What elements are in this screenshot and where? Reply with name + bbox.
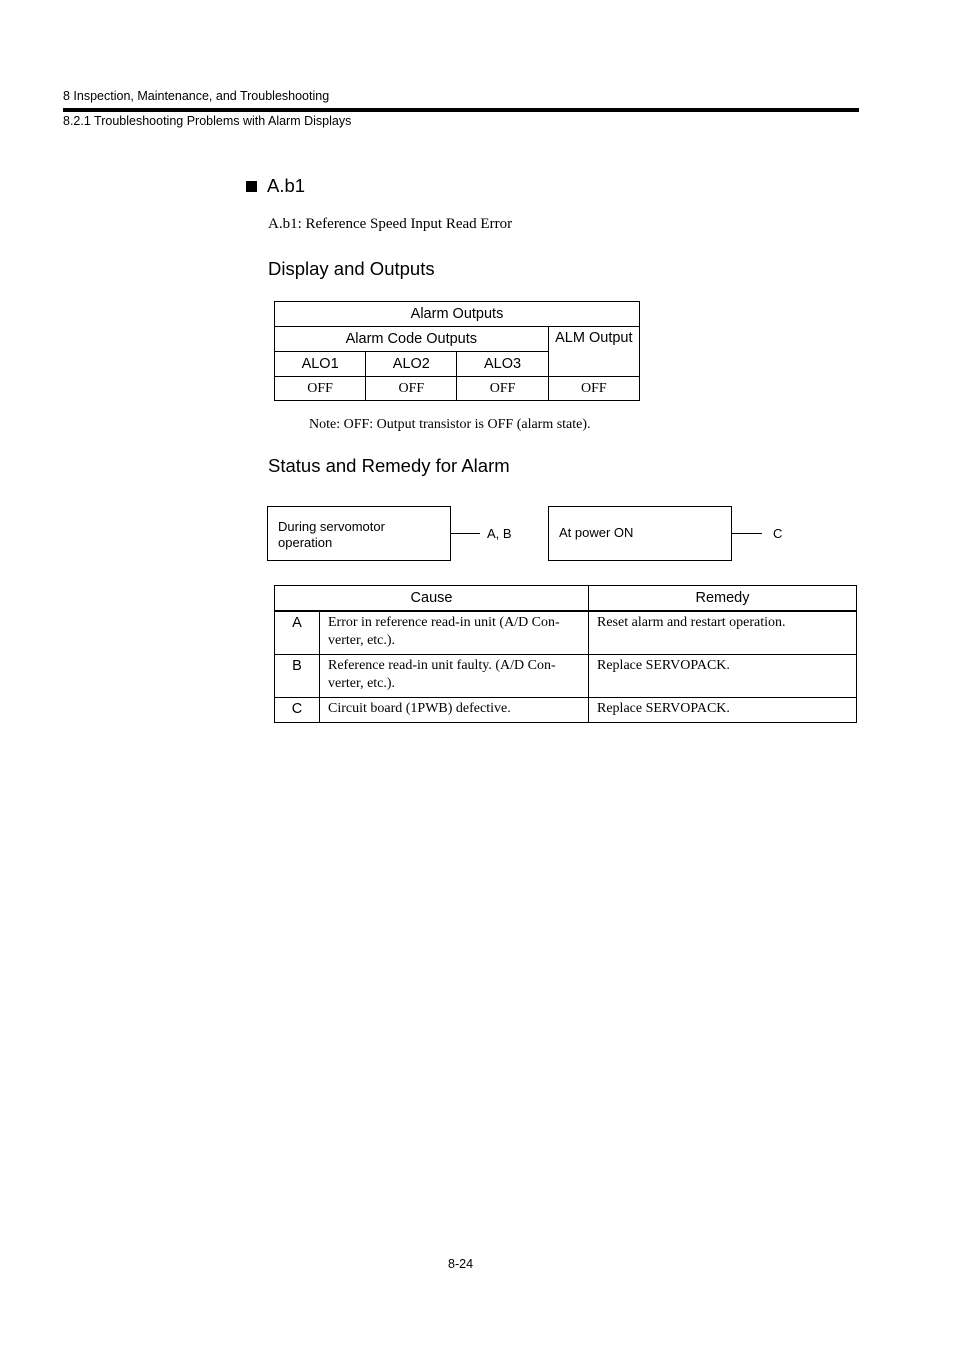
state-causes-label: A, B — [487, 526, 512, 541]
alarm-outputs-table — [274, 301, 640, 401]
square-bullet-icon — [246, 181, 257, 192]
remedy-text: Replace SERVOPACK. — [589, 698, 857, 723]
alo3-header: ALO3 — [457, 352, 548, 377]
table-row — [275, 698, 857, 723]
header-rule — [63, 108, 859, 112]
chapter-header: 8 Inspection, Maintenance, and Troubleshooting — [63, 89, 330, 103]
cause-letter: A — [275, 611, 320, 655]
state-label: At power ON — [559, 525, 634, 540]
display-outputs-heading: Display and Outputs — [268, 258, 435, 279]
table-row — [275, 655, 857, 698]
remedy-text: Replace SERVOPACK. — [589, 655, 857, 698]
alarm-code-outputs-header: Alarm Code Outputs — [275, 327, 549, 352]
page-number: 8-24 — [448, 1257, 474, 1271]
cause-letter: C — [275, 698, 320, 723]
alarm-outputs-header: Alarm Outputs — [275, 302, 640, 327]
state-box-power-on — [548, 506, 732, 561]
cause-remedy-table — [274, 585, 857, 723]
state-causes-label: C — [773, 526, 783, 541]
remedy-text: Reset alarm and restart operation. — [589, 611, 857, 655]
alarm-title — [246, 175, 305, 197]
connector-line — [451, 533, 480, 534]
connector-line — [732, 533, 762, 534]
alo3-value: OFF — [457, 377, 548, 401]
alm-output-header: ALM Output — [548, 327, 639, 377]
alm-value: OFF — [548, 377, 639, 401]
cause-text: Reference read-in unit faulty. (A/D Con-verter, etc.). — [320, 655, 589, 698]
status-remedy-heading: Status and Remedy for Alarm — [268, 455, 510, 476]
cause-header: Cause — [275, 586, 589, 612]
table-row — [275, 611, 857, 655]
cause-text: Error in reference read-in unit (A/D Con-verter, etc.). — [320, 611, 589, 655]
cause-text: Circuit board (1PWB) defective. — [320, 698, 589, 723]
remedy-header: Remedy — [589, 586, 857, 612]
state-box-servomotor-operation — [267, 506, 451, 561]
alarm-description: A.b1: Reference Speed Input Read Error — [268, 216, 513, 232]
alo1-header: ALO1 — [275, 352, 366, 377]
alo2-header: ALO2 — [366, 352, 457, 377]
section-header: 8.2.1 Troubleshooting Problems with Alarm Displays — [63, 114, 352, 128]
alo1-value: OFF — [275, 377, 366, 401]
alarm-code: A.b1 — [267, 175, 306, 196]
outputs-note: Note: OFF: Output transistor is OFF (alarm state). — [309, 417, 591, 432]
alo2-value: OFF — [366, 377, 457, 401]
state-label: During servomotor operation — [278, 519, 385, 550]
cause-letter: B — [275, 655, 320, 698]
